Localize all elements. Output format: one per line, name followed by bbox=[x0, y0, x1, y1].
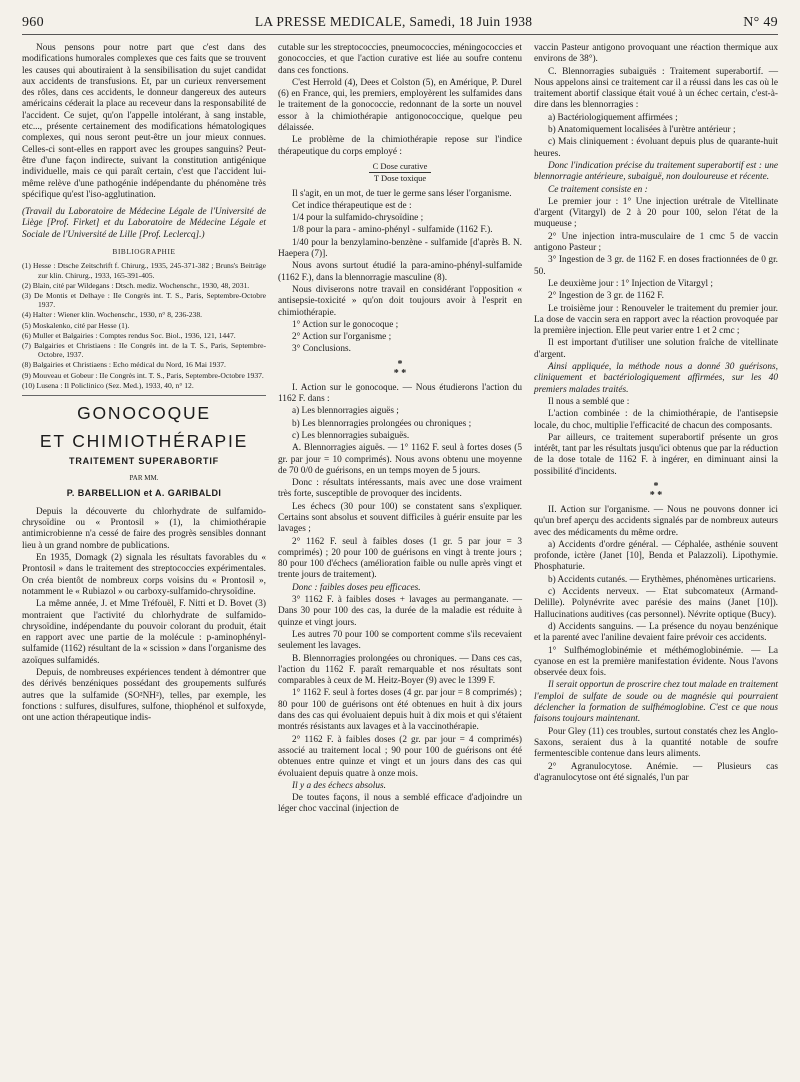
column-left bbox=[22, 43, 266, 817]
article-authors: P. BARBELLION et A. GARIBALDI bbox=[66, 487, 222, 498]
paragraph: La même année, J. et Mme Tréfouël, F. Nitti et D. Bovet (3) montraient que l'activité du chlorhydrate de sulfamido-chrysoïdine, indépendante du pouvoir colorant du produit, était en rapport avec une partie de la molécule : p-aminophényl-sulfamide (1162) résultant de la « scission » dans l'organisme des azoïques sulfamidés. bbox=[22, 599, 266, 666]
column-middle bbox=[278, 43, 522, 817]
bibliography-entry: (1) Hesse : Dtsche Zeitschrift f. Chirurg., 1935, 245-371-382 ; Bruns's Beiträge zur klin. Chirurg., 1933, 165-391-405. bbox=[22, 261, 266, 280]
paragraph: Depuis la découverte du chlorhydrate de sulfamido-chrysoïdine ou « Prontosil » (1), la chimiothérapie antimicrobienne n'a cessé de faire des progrès sensibles donnant lieu à un grand nombre de publications. bbox=[22, 506, 266, 551]
paragraph: B. Blennorragies prolongées ou chroniques. — Dans ces cas, l'action du 1162 F. paraît remarquable et nos résultats sont comparables à ceux de M. Heitz-Boyer (9) avec le 1399 F. bbox=[278, 653, 522, 687]
paragraph: L'action combinée : de la chimiothérapie, de l'antisepsie locale, du choc, multiplie l'efficacité de chacun des composants. bbox=[534, 409, 778, 431]
list-item: c) Mais cliniquement : évoluant depuis plus de quarante-huit heures. bbox=[534, 137, 778, 159]
therapeutic-index-formula bbox=[278, 161, 522, 185]
article-title-line1: GONOCOQUE bbox=[77, 402, 211, 423]
paragraph: Il s'agit, en un mot, de tuer le germe sans léser l'organisme. bbox=[292, 188, 512, 199]
paragraph: De toutes façons, il nous a semblé efficace d'adjoindre un léger choc vaccinal (injection de bbox=[278, 793, 522, 815]
paragraph: Le premier jour : 1° Une injection urétrale de Vitellinate d'argent (Vitargyl) de 2 à 20 pour 100, selon l'état de la muqueuse ; bbox=[534, 196, 778, 230]
bibliography-entry: (2) Blain, cité par Wildegans : Dtsch. mediz. Wochenschr., 1930, 48, 2031. bbox=[22, 280, 250, 290]
paragraph: 3° 1162 F. à faibles doses + lavages au permanganate. — Dans 30 pour 100 des cas, la durée de la maladie est réduite à quinze et vingt jours. bbox=[278, 595, 522, 628]
bibliography-entry: (10) Lusena : Il Policlinico (Sez. Med.), 1933, 40, n° 12. bbox=[22, 380, 194, 390]
bibliography-entry: (9) Mouveau et Gobeur : IIe Congrès int. T. S., Paris, Septembre-Octobre 1937. bbox=[22, 370, 264, 380]
paragraph: Il y a des échecs absolus. bbox=[292, 780, 386, 791]
list-item: 2° Action sur l'organisme ; bbox=[292, 332, 392, 343]
paragraph: Cet indice thérapeutique est de : bbox=[292, 200, 412, 211]
paragraph: Il nous a semblé que : bbox=[548, 396, 630, 407]
separator-star: * bbox=[653, 480, 659, 492]
paragraph: 2° Une injection intra-musculaire de 1 cmc 5 de vaccin antigono Pasteur ; bbox=[534, 231, 778, 254]
paragraph: Par ailleurs, ce traitement superabortif présente un gros intérêt, tant par les résultats jusqu'ici obtenus que par la réduction de la dose totale de 1162 F. à ingérer, en diminuant ainsi la possibilité d'incidents. bbox=[534, 432, 778, 477]
column-right bbox=[534, 43, 778, 817]
list-item: a) Les blennorragies aiguës ; bbox=[292, 406, 399, 417]
paragraph: Pour Gley (11) ces troubles, surtout constatés chez les Anglo-Saxons, seraient dus à la quantité notable de soufre fermentescible contenue dans leurs aliments. bbox=[534, 726, 778, 760]
separator-star: * bbox=[397, 358, 403, 370]
paragraph: d) Accidents sanguins. — La présence du noyau benzénique et la parenté avec l'aniline devaient faire prévoir ces accidents. bbox=[534, 621, 778, 644]
list-item: b) Les blennorragies prolongées ou chroniques ; bbox=[292, 418, 472, 429]
paragraph: C. Blennorragies subaiguës : Traitement superabortif. — Nous appelons ainsi ce traitement car il a réussi dans les cas où le traitement abortif classique était voué à un échec certain, c'est-à-dire dans les blennorragies : bbox=[534, 66, 778, 111]
list-item: 1/8 pour la para - amino-phényl - sulfamide (1162 F.). bbox=[292, 225, 493, 236]
paragraph: Nous avons surtout étudié la para-amino-phényl-sulfamide (1162 F.), dans la blennorragie masculine (8). bbox=[278, 261, 522, 283]
paragraph: Il serait opportun de proscrire chez tout malade en traitement l'emploi de sulfate de soude ou de magnésie qui pourraient déclencher la formation de sulfhémoglobine. C'est ce que nous faisons toujours maintenant. bbox=[534, 680, 778, 725]
paragraph: Le deuxième jour : 1° Injection de Vitargyl ; bbox=[548, 278, 713, 289]
list-item: c) Les blennorragies subaiguës. bbox=[292, 430, 410, 441]
bibliography-entry: (8) Balgairies et Christiaens : Echo médical du Nord, 16 Mai 1937. bbox=[22, 360, 226, 370]
paragraph: Donc : faibles doses peu efficaces. bbox=[292, 582, 421, 593]
paragraph: Le problème de la chimiothérapie repose sur l'indice thérapeutique du corps employé : bbox=[278, 135, 522, 157]
section-separator bbox=[278, 360, 522, 378]
list-item: 1/4 pour la sulfamido-chrysoïdine ; bbox=[292, 213, 424, 224]
list-item: 1° Action sur le gonocoque ; bbox=[292, 319, 399, 330]
page-header bbox=[22, 14, 778, 35]
paragraph: Nous diviserons notre travail en considérant l'opposition « antisepsie-toxicité » qu'on doit toujours avoir à l'esprit en chimiothérapie. bbox=[278, 284, 522, 318]
article-subtitle: TRAITEMENT SUPERABORTIF bbox=[69, 455, 219, 466]
paragraph: Donc : résultats intéressants, mais avec une dose vraiment très forte, susceptible de provoquer des incidents. bbox=[278, 478, 522, 500]
paragraph: Ce traitement consiste en : bbox=[548, 184, 648, 195]
bibliography-heading: BIBLIOGRAPHIE bbox=[112, 248, 176, 257]
bibliography-entry: (3) De Montis et Delhaye : IIe Congrès int. T. S., Paris, Septembre-Octobre 1937. bbox=[22, 290, 266, 310]
paragraph: Ainsi appliquée, la méthode nous a donné 30 guérisons, cliniquement et bactériologiquement affirmées, sur les 40 premiers malades traités. bbox=[534, 362, 778, 395]
by-line-label: PAR MM. bbox=[129, 474, 159, 483]
paragraph: Les autres 70 pour 100 se comportent comme s'ils recevaient seulement les lavages. bbox=[278, 629, 522, 652]
list-item: a) Bactériologiquement affirmées ; bbox=[548, 112, 678, 123]
paragraph: 1° 1162 F. seul à fortes doses (4 gr. par jour = 8 comprimés) ; 80 pour 100 de guérisons ont été obtenues en huit à dix jours dans des cas qui évoluaient depuis huit à dix mois et qui s'étaient montrés résistants aux lavages et à la vaccinothérapie. bbox=[278, 688, 522, 733]
paragraph: Les échecs (30 pour 100) se constatent sans s'expliquer. Certains sont absolus et souvent difficiles à guérir ensuite par les lavages ; bbox=[278, 501, 522, 535]
journal-title: LA PRESSE MEDICALE, Samedi, 18 Juin 1938 bbox=[254, 14, 533, 29]
paragraph: Il est important d'utiliser une solution fraîche de vitellinate d'argent. bbox=[534, 338, 778, 360]
formula-denominator: T Dose toxique bbox=[373, 173, 427, 184]
paragraph: En 1935, Domagk (2) signala les résultats favorables du « Prontosil » dans le traitement des streptococcies expérimentales. On créa bientôt de nombreux corps voisins du « Prontosil », notamment le « Rubiazol » ou carboxy-sulfamido-chrysoïdine. bbox=[22, 553, 266, 597]
paragraph: 3° Ingestion de 3 gr. de 1162 F. en doses fractionnées de 0 gr. 50. bbox=[534, 255, 778, 277]
bibliography-entry: (5) Moskalenko, cité par Hesse (1). bbox=[22, 320, 130, 330]
page-number: 960 bbox=[22, 15, 44, 30]
paragraph: C'est Herrold (4), Dees et Colston (5), en Amérique, P. Durel (6) en France, qui, les premiers, employèrent les sulfamides dans le traitement de la gonococcie, redonnant de la sorte un nouvel essor à la chimiothérapie antigonococcique, quelque peu délaissée. bbox=[278, 77, 522, 134]
separator-star: * * bbox=[393, 367, 407, 379]
section-heading: II. Action sur l'organisme. — Nous ne pouvons donner ici qu'un bref aperçu des accidents signalés par de nombreux auteurs avec des médicaments du même ordre. bbox=[534, 504, 778, 538]
formula-numerator: C Dose curative bbox=[369, 161, 432, 173]
paragraph: 2° 1162 F. seul à faibles doses (1 gr. 5 par jour = 3 comprimés) ; 20 pour 100 de guérisons en vingt à trente jours ; 80 pour 100 d'échecs (amélioration faible ou nulle après vingt et trente jours de traitement). bbox=[278, 536, 522, 581]
article-title-line2: ET CHIMIOTHÉRAPIE bbox=[39, 430, 249, 451]
affiliation-note: (Travail du Laboratoire de Médecine Légale de l'Université de Liège [Prof. Firket] et du Laboratoire de Médecine Légale et Sociale de l'Université de Lille [Prof. Leclercq].) bbox=[22, 207, 266, 240]
bibliography-entry: (7) Balgairies et Christiaens : IIe Congrès int. de la T. S., Paris, Septembre-Octobre, 1937. bbox=[22, 340, 266, 360]
paragraph: Le troisième jour : Renouveler le traitement du premier jour. La dose de vaccin sera en rapport avec la réaction provoquée par la première injection. Elle peut varier entre 1 et 2 cmc ; bbox=[534, 303, 778, 337]
paragraph: 2° Agranulocytose. Anémie. — Plusieurs cas d'agranulocytose ont été signalés, l'un par bbox=[534, 761, 778, 783]
paragraph: 2° Ingestion de 3 gr. de 1162 F. bbox=[548, 291, 664, 302]
paragraph: b) Accidents cutanés. — Erythèmes, phénomènes urticariens. bbox=[548, 574, 776, 585]
bibliography-entry: (6) Muller et Balgairies : Comptes rendus Soc. Biol., 1936, 121, 1447. bbox=[22, 330, 236, 340]
paragraph: c) Accidents nerveux. — Etat subcomateux (Armand-Delille). Polynévrite avec parésie des mains (Janet [10]). Hallucinations auditives (cas personnel). Névrite optique (Bucy). bbox=[534, 587, 778, 620]
list-item: 3° Conclusions. bbox=[292, 344, 351, 355]
paragraph: cutable sur les streptococcies, pneumococcies, méningococcies et gonococcies, et que l'action curative est liée au soufre contenu dans ces fonctions. bbox=[278, 43, 522, 76]
divider bbox=[22, 395, 266, 396]
paragraph: Depuis, de nombreuses expériences tendent à démontrer que des dérivés benzéniques possédant des groupements sulfurés autres que la sulfamide (SO²NH²), telles, par exemple, les fonctions : sulfures, disulfures, sulfone, thiophénol et sulfoxyde, ont une action thérapeutique indis- bbox=[22, 668, 266, 724]
paragraph: 2° 1162 F. à faibles doses (2 gr. par jour = 4 comprimés) associé au traitement local ; 90 pour 100 de guérisons ont été obtenues entre quinze et vingt et un jours dans des cas qui évoluaient depuis quatre à onze mois. bbox=[278, 734, 522, 779]
section-separator bbox=[534, 482, 778, 500]
bibliography-entry: (4) Halter : Wiener klin. Wochenschr., 1930, n° 8, 236-238. bbox=[22, 310, 203, 320]
paragraph: Nous pensons pour notre part que c'est dans des modifications humorales complexes que ces faits que se trouvent les causes qui aboutiraient à la sensibilisation du sujet candidat aux accidents de transfusions. Et, par un curieux renversement des rôles, dans ces accidents, le donneur dangereux des auteurs américains céderait la place au receveur dans la responsabilité de l'accident. Ce sujet, qu'on l'appelle intolérant, à sang instable, etc..., présente certainement des modifications hématologiques complexes, qui nous seront peut-être un jour mieux connues. Celles-ci sont-elles en rapport avec les groupes sanguins? Peut-être d'une façon indirecte, suivant la constitution antigénique individuelle, mais ce qui paraît certain, c'est que l'accident lui-même relève d'une pathogénie indépendante du phénomène très spécifique qu'est l'iso-agglutination. bbox=[22, 43, 266, 200]
paragraph: Donc l'indication précise du traitement superabortif est : une blennorragie antérieure, subaiguë, non douloureuse et récente. bbox=[534, 160, 778, 183]
list-item: b) Anatomiquement localisées à l'urètre antérieur ; bbox=[548, 125, 736, 136]
separator-star: * * bbox=[649, 489, 663, 501]
list-item: 1/40 pour la benzylamino-benzène - sulfamide [d'après B. N. Haepera (7)]. bbox=[278, 237, 522, 260]
section-heading: I. Action sur le gonocoque. — Nous étudierons l'action du 1162 F. dans : bbox=[278, 382, 522, 405]
text-columns bbox=[22, 43, 778, 817]
paragraph: a) Accidents d'ordre général. — Céphalée, asthénie souvent profonde, ictère (Janet [10], Benda et Palazzoli). Lipothymie. Phosphaturie. bbox=[534, 539, 778, 573]
issue-number: N° 49 bbox=[743, 15, 778, 30]
paragraph: vaccin Pasteur antigono provoquant une réaction thermique aux environs de 38°). bbox=[534, 43, 778, 65]
paragraph: 1° Sulfhémoglobinémie et méthémoglobinémie. — La cyanose en est la première manifestation évidente. Nous l'avons observée deux fois. bbox=[534, 645, 778, 679]
paragraph: A. Blennorragies aiguës. — 1° 1162 F. seul à fortes doses (5 gr. par jour = 10 comprimés). Nous avons obtenu une moyenne de 70 0/0 de guérisons, en un temps moyen de 5 jours. bbox=[278, 443, 522, 476]
